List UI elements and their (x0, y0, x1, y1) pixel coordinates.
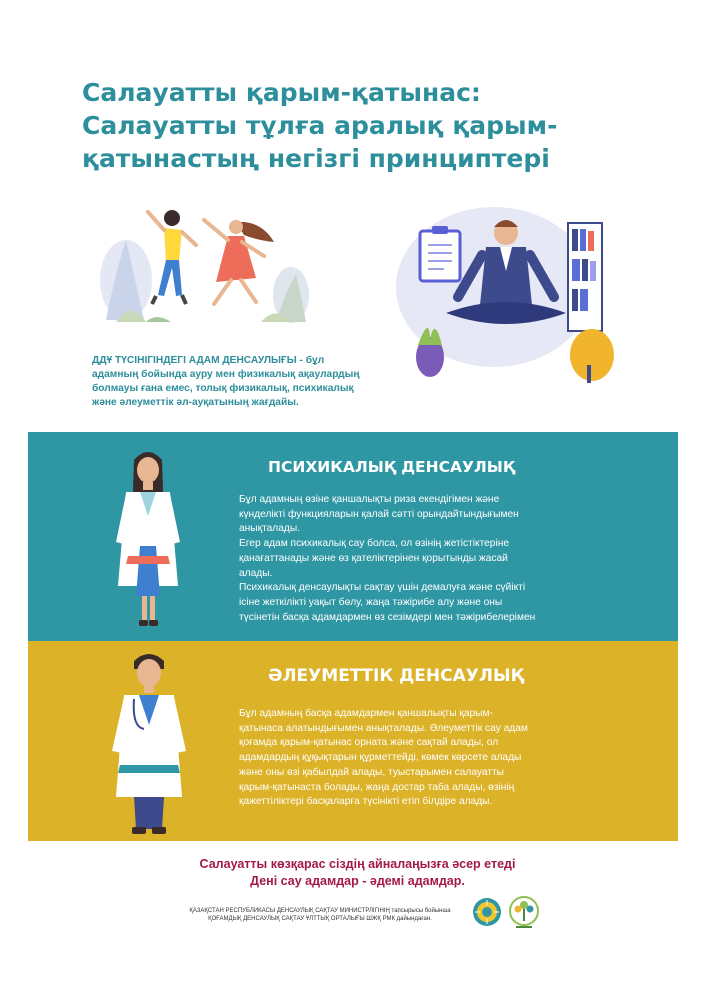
dancing-people-illustration (86, 200, 316, 325)
state-emblem-icon (472, 897, 502, 927)
social-line: және оны өзі қабылдай алады, туыстарымен салауатты (239, 766, 504, 778)
female-doctor-illustration (98, 446, 198, 631)
title-line-1: Салауатты қарым-қатынас: (82, 78, 481, 107)
social-line: Бұл адамның басқа адамдармен қаншалықты қарым- (239, 708, 493, 719)
intro-line: ДДҰ ТҮСІНІГІНДЕГІ АДАМ ДЕНСАУЛЫҒЫ - бұл (92, 355, 325, 366)
title-line-3: қатынастың негізгі принциптері (82, 144, 550, 173)
footer-line-2: ҚОҒАМДЫҚ ДЕНСАУЛЫҚ САҚТАУ ҰЛТТЫҚ ОРТАЛЫҒЫ ШЖҚ РМК дайындаған. (208, 916, 432, 922)
page-title (82, 76, 642, 175)
mental-line: қанағаттанады және өз қателіктерінен қорытынды жасай (239, 552, 508, 564)
social-line: қажеттіліктері басқаларға түсінікті етіп білдіре алады. (239, 796, 493, 808)
mental-line: анықталады. (239, 523, 300, 535)
intro-line: және әлеуметтік әл-ауқатының жағдайы. (92, 397, 299, 408)
intro-line: болмауы ғана емес, толық физикалық, психикалық (92, 383, 354, 394)
mental-line: Психикалық денсаулықты сақтау үшін демалуға және сүйікті (239, 582, 526, 594)
social-line: қатынаса алатындығымен анықталады. Әлеуметтік сау адам (239, 722, 528, 734)
footer-credits (170, 907, 470, 923)
social-line: қоғамда қарым-қатынас орната және сақтай алады, ол (239, 737, 499, 749)
mental-health-heading: ПСИХИКАЛЫҚ ДЕНСАУЛЫҚ (268, 458, 515, 476)
meditating-man-illustration (382, 195, 622, 385)
slogan-line-1: Салауатты көзқарас сіздің айналаңызға әсер етеді (199, 857, 516, 871)
social-health-heading: ӘЛЕУМЕТТІК ДЕНСАУЛЫҚ (268, 666, 524, 686)
mental-health-section (28, 432, 678, 641)
mental-line: Егер адам психикалық сау болса, ол өзінің жетістіктеріне (239, 538, 510, 550)
who-definition-text (92, 354, 392, 410)
title-line-2: Салауатты тұлға аралық қарым- (82, 111, 558, 140)
mental-line: ісіне жеткілікті уақыт бөлу, жаңа тәжірибе алу және оны (239, 596, 503, 608)
social-line: қарым-қатынаста болады, жаңа достар таба алады, өзінің (239, 781, 515, 793)
male-doctor-illustration (94, 647, 204, 841)
social-health-text (239, 707, 664, 810)
mental-line: Бұл адамның өзіне қаншалықты риза екендігімен және (239, 494, 500, 505)
mental-line: күнделікті функцияларын қалай сәтті орындайтындығымен (239, 508, 519, 520)
social-line: адамдардың құқықтарын құрметтейді, көмек көрсете алады (239, 752, 522, 764)
mental-line: түсінетін басқа адамдармен өз сезімдері мен тәжірибелерімен (239, 611, 536, 623)
mental-line: алады. (239, 567, 273, 579)
slogan-line-2: Дені сау адамдар - әдемі адамдар. (250, 874, 465, 888)
health-center-logo-icon (508, 895, 540, 929)
social-health-section (28, 641, 678, 841)
intro-line: адамның бойында ауру мен физикалық ақаулардың (92, 369, 360, 380)
mental-health-text (239, 493, 664, 625)
footer-line-1: ҚАЗАҚСТАН РЕСПУБЛИКАСЫ ДЕНСАУЛЫҚ САҚТАУ МИНИСТРЛІГІНІҢ тапсырысы бойынша (189, 908, 451, 914)
